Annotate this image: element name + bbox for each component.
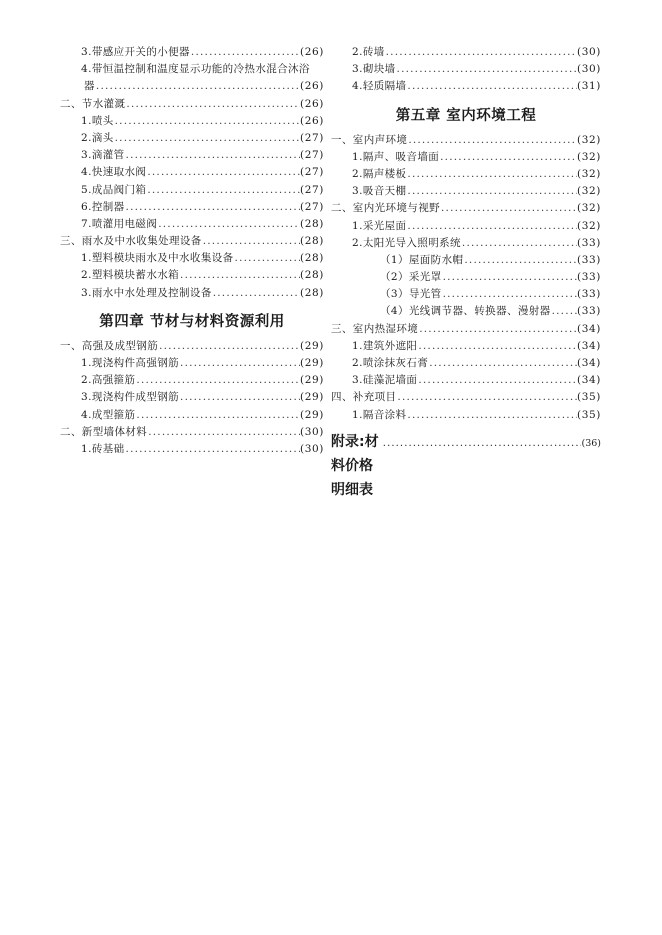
toc-entry[interactable] [60, 147, 324, 164]
toc-page-number: (27) [300, 149, 324, 162]
toc-page-number: (32) [577, 202, 601, 215]
toc-entry[interactable] [60, 113, 324, 130]
dot-leader [417, 372, 577, 389]
toc-page-number: (29) [300, 391, 324, 404]
dot-leader [442, 286, 577, 303]
toc-entry[interactable] [331, 78, 601, 95]
toc-entry-text: 1.砖基础 [81, 442, 125, 455]
toc-entry-text: 三、室内热湿环境 [331, 322, 419, 335]
dot-leader [135, 372, 300, 389]
dot-leader [463, 252, 577, 269]
toc-page-number: (31) [577, 80, 601, 93]
toc-section-entry[interactable] [331, 200, 601, 217]
dot-leader [212, 285, 300, 302]
toc-page-number: (32) [577, 167, 601, 180]
dot-leader [146, 164, 300, 181]
toc-section-entry[interactable] [60, 424, 324, 441]
dot-leader [125, 441, 301, 458]
toc-page-number: (26) [300, 46, 324, 58]
toc-page-number: (34) [577, 322, 601, 335]
toc-page-number: (28) [300, 286, 324, 299]
toc-entry[interactable] [331, 235, 601, 252]
toc-page-number: (30) [300, 442, 324, 455]
toc-entry-text: 3.硅藻泥墙面 [352, 374, 418, 387]
toc-section-list [331, 132, 601, 424]
toc-page-number: (27) [300, 131, 324, 144]
toc-entry[interactable] [331, 44, 601, 61]
toc-entry[interactable] [331, 166, 601, 183]
dot-leader [439, 149, 577, 166]
toc-section-list [60, 44, 324, 302]
toc-entry-text: 二、新型墙体材料 [60, 425, 148, 438]
toc-page-number: (36) [581, 437, 601, 449]
toc-page-number: (28) [300, 252, 324, 265]
toc-entry[interactable] [331, 355, 601, 372]
toc-page-number: (33) [577, 288, 601, 301]
toc-entry[interactable] [60, 61, 324, 78]
dot-leader [406, 407, 577, 424]
toc-entry-text: （3）导光管 [380, 288, 442, 301]
toc-entry-text: 1.喷头 [81, 114, 114, 127]
dot-leader [440, 200, 577, 217]
toc-page-number: (34) [577, 339, 601, 352]
toc-page-number: (28) [300, 235, 324, 248]
toc-entry-text: 2.滴头 [81, 131, 114, 144]
toc-entry-text: （4）光线调节器、转换器、漫射器 [380, 305, 551, 318]
toc-page-number: (34) [577, 374, 601, 387]
dot-leader [442, 269, 577, 286]
toc-section-entry[interactable] [331, 321, 601, 338]
toc-page-number: (29) [300, 339, 324, 352]
toc-page-number: (35) [577, 391, 601, 404]
dot-leader [418, 321, 577, 338]
dot-leader [428, 355, 577, 372]
toc-entry-text: 四、补充项目 [331, 391, 397, 404]
toc-column-left [60, 44, 324, 458]
dot-leader [125, 199, 301, 216]
toc-page-number: (27) [300, 200, 324, 213]
chapter-title[interactable]: 第五章 室内环境工程 [395, 107, 537, 124]
toc-entry-text: 2.砖墙 [352, 46, 385, 58]
toc-entry[interactable] [331, 183, 601, 200]
dot-leader [157, 216, 300, 233]
dot-leader [406, 78, 577, 95]
toc-entry[interactable] [331, 61, 601, 78]
toc-page-number: (32) [577, 133, 601, 146]
toc-page-number: (26) [300, 114, 324, 127]
dot-leader [179, 389, 300, 406]
toc-entry-text: 7.喷灌用电磁阀 [81, 217, 158, 230]
toc-entry-text: 器 [84, 80, 95, 93]
toc-entry-text: 一、高强及成型钢筋 [60, 339, 159, 352]
toc-entry[interactable] [331, 252, 601, 269]
toc-page-number: (28) [300, 269, 324, 282]
toc-entry-text: 5.成品阀门箱 [81, 183, 147, 196]
toc-page-number: (30) [300, 425, 324, 438]
dot-leader [190, 44, 300, 61]
toc-entry[interactable] [331, 372, 601, 389]
toc-page-number: (29) [300, 374, 324, 387]
toc-page-number: (30) [577, 46, 601, 58]
toc-entry-text: 2.高强箍筋 [81, 374, 136, 387]
dot-leader [158, 338, 300, 355]
toc-entry[interactable] [60, 389, 324, 406]
toc-page-number: (34) [577, 357, 601, 369]
toc-entry-text: 4.成型箍筋 [81, 408, 136, 421]
dot-leader [95, 78, 300, 95]
toc-page-number: (27) [300, 183, 324, 196]
toc-entry[interactable] [60, 372, 324, 389]
toc-entry[interactable] [60, 441, 324, 458]
toc-entry-text: 2.太阳光导入照明系统 [352, 236, 461, 249]
toc-entry-text: 2.隔声楼板 [352, 167, 407, 180]
toc-entry-text: 三、雨水及中水收集处理设备 [60, 235, 202, 248]
toc-page-number: (33) [577, 305, 601, 318]
toc-page-number: (33) [577, 271, 601, 284]
toc-section-list [331, 44, 601, 96]
dot-leader [147, 424, 300, 441]
dot-leader [406, 218, 577, 235]
toc-entry-text: 1.建筑外遮阳 [352, 339, 418, 352]
toc-entry[interactable] [60, 285, 324, 302]
toc-entry[interactable] [60, 216, 324, 233]
dot-leader [179, 267, 300, 284]
dot-leader [114, 130, 300, 147]
toc-section-entry[interactable] [60, 338, 324, 355]
toc-entry-text: 2.塑料模块蓄水水箱 [81, 269, 180, 282]
dot-leader [146, 182, 300, 199]
toc-entry[interactable] [60, 199, 324, 216]
dot-leader [125, 147, 301, 164]
toc-page-number: (35) [577, 408, 601, 421]
toc-entry[interactable] [60, 267, 324, 284]
dot-leader [135, 407, 300, 424]
toc-page-number: (26) [300, 97, 324, 110]
toc-entry-text: 2.喷涂抹灰石膏 [352, 357, 429, 369]
toc-entry[interactable] [60, 355, 324, 372]
toc-entry[interactable] [60, 44, 324, 61]
toc-section-list [60, 338, 324, 458]
dot-leader [179, 355, 300, 372]
toc-entry[interactable] [60, 78, 324, 95]
toc-entry-text: （2）采光罩 [380, 271, 442, 284]
toc-entry-text: 3.雨水中水处理及控制设备 [81, 286, 212, 299]
toc-page-number: (29) [300, 357, 324, 369]
chapter-title[interactable]: 第四章 节材与材料资源利用 [99, 313, 285, 330]
dot-leader [396, 61, 578, 78]
toc-appendix-entry[interactable] [331, 430, 601, 498]
toc-entry-text: 1.采光屋面 [352, 219, 407, 232]
toc-section-entry[interactable] [331, 132, 601, 149]
toc-entry[interactable] [60, 250, 324, 267]
toc-entry-text: 4.快速取水阀 [81, 166, 147, 179]
toc-entry-text: 1.塑料模块雨水及中水收集设备 [81, 252, 234, 265]
toc-entry-text: 3.现浇构件成型钢筋 [81, 391, 180, 404]
toc-entry[interactable] [331, 269, 601, 286]
dot-leader [125, 96, 300, 113]
toc-entry-text: 二、节水灌溉 [60, 97, 126, 110]
dot-leader [406, 166, 577, 183]
toc-entry-text: 3.滴灌管 [81, 149, 125, 162]
toc-page-number: (30) [577, 63, 601, 76]
toc-entry-text: 4.带恒温控制和温度显示功能的冷热水混合沐浴 [81, 63, 310, 76]
dot-leader [385, 44, 577, 61]
dot-leader [234, 250, 301, 267]
toc-entry[interactable] [331, 303, 601, 320]
toc-entry-text: 1.现浇构件高强钢筋 [81, 357, 180, 369]
toc-entry-text: 6.控制器 [81, 200, 125, 213]
dot-leader [202, 233, 300, 250]
dot-leader [114, 113, 300, 130]
toc-entry-text: 1.隔音涂料 [352, 408, 407, 421]
toc-page-number: (27) [300, 166, 324, 179]
toc-entry-text: 3.带感应开关的小便器 [81, 46, 190, 58]
toc-page-number: (26) [300, 80, 324, 93]
toc-page-number: (29) [300, 408, 324, 421]
toc-section-entry[interactable] [60, 233, 324, 250]
toc-page-number: (32) [577, 150, 601, 163]
toc-entry[interactable] [331, 338, 601, 355]
toc-entry[interactable] [60, 182, 324, 199]
toc-entry[interactable] [60, 407, 324, 424]
toc-entry-text: 3.吸音天棚 [352, 185, 407, 198]
toc-entry-text: 1.隔声、吸音墙面 [352, 150, 440, 163]
toc-column-right [331, 44, 601, 498]
toc-entry[interactable] [60, 164, 324, 181]
dot-leader [383, 432, 582, 456]
toc-entry-text: 4.轻质隔墙 [352, 80, 407, 93]
toc-entry[interactable] [331, 407, 601, 424]
toc-page-number: (33) [577, 236, 601, 249]
dot-leader [551, 303, 577, 320]
toc-entry[interactable] [331, 218, 601, 235]
toc-entry-text: （1）屋面防水帽 [380, 253, 464, 266]
toc-entry-text: 一、室内声环境 [331, 133, 408, 146]
toc-page-number: (32) [577, 219, 601, 232]
toc-entry-text: 附录:材料价格明细表 [331, 433, 379, 498]
dot-leader [406, 183, 577, 200]
toc-entry[interactable] [331, 286, 601, 303]
toc-entry-text: 3.砌块墙 [352, 63, 396, 76]
toc-section-entry[interactable] [331, 389, 601, 406]
dot-leader [407, 132, 577, 149]
toc-entry-text: 二、室内光环境与视野 [331, 202, 440, 215]
toc-page-number: (28) [300, 217, 324, 230]
toc-page-number: (32) [577, 185, 601, 198]
toc-page-number: (33) [577, 253, 601, 266]
dot-leader [461, 235, 577, 252]
toc-entry[interactable] [60, 130, 324, 147]
toc-entry[interactable] [331, 149, 601, 166]
dot-leader [417, 338, 577, 355]
dot-leader [396, 389, 577, 406]
toc-section-entry[interactable] [60, 96, 324, 113]
